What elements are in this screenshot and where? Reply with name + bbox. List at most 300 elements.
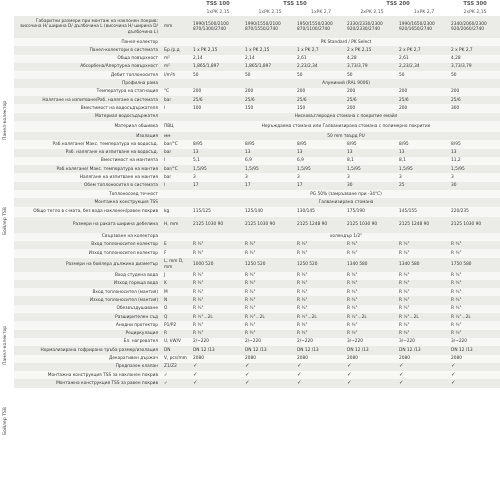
spec-label: Профилна рама (14, 79, 162, 87)
spec-unit: K (162, 280, 192, 288)
spec-unit (162, 233, 192, 241)
spec-value: R ¾" (450, 241, 500, 249)
spec-value: 13 (450, 149, 500, 157)
spec-value: 50 (296, 71, 346, 79)
spec-value-all-models: Неръждаема стомана или Галванизирана стомана с полимерно покритие (192, 121, 500, 132)
spec-value: R ¾" (244, 305, 296, 313)
spec-value: R ¾" (346, 305, 398, 313)
spec-row (0, 55, 500, 63)
spec-row (0, 241, 500, 249)
spec-value: 5,1 (192, 157, 244, 165)
spec-unit: l (162, 182, 192, 190)
spec-value: 145/155 (398, 207, 450, 217)
dimension-value: 1950/1550/2300 870/1100/2740 (296, 16, 346, 38)
spec-label: Налягане на изпитване/Раб. налягане в системата (14, 96, 162, 104)
model-name: TSS 200 (346, 0, 450, 9)
spec-value: R ¾" (192, 296, 244, 304)
spec-value: R ¾" (296, 321, 346, 329)
spec-value: R ¾" (244, 330, 296, 338)
spec-value: 2080 (244, 355, 296, 363)
spec-value: R ¾" (192, 321, 244, 329)
spec-value: 3 (296, 173, 346, 181)
spec-unit: Z1/Z2 (162, 363, 192, 371)
spec-label: Материал водосъдържател (14, 113, 162, 121)
check-icon: ✓ (296, 379, 346, 387)
spec-row (0, 165, 500, 173)
spec-value: 1340 580 (346, 258, 398, 272)
spec-value: 3 (346, 173, 398, 181)
spec-value: 2125 1030 90 (346, 217, 398, 233)
dimensions-row (0, 16, 500, 38)
spec-value: 1,5/95 (244, 165, 296, 173)
dimensions-label: Габаритни размери при монтаж на наклонен покрив: височина H/ ширина D/ дълбочина L (височина H/ ширина D/ дълбочина L) (14, 16, 162, 38)
check-icon: ✓ (192, 371, 244, 379)
spec-value: 1,5/95 (346, 165, 398, 173)
spec-label: Изход топлоносител колектор (14, 249, 162, 257)
spec-label: Нормализирана гофрирана тръба размер/изолация (14, 346, 162, 354)
check-icon: ✓ (192, 363, 244, 371)
spec-value: R ¾" (398, 272, 450, 280)
spec-value: 6,9 (244, 157, 296, 165)
spec-value: 2 x PK 2,15 (346, 46, 398, 54)
spec-value: 50 (192, 71, 244, 79)
spec-value: R ¾" (296, 280, 346, 288)
spec-value: 3 (192, 173, 244, 181)
spec-value: 200 (398, 104, 450, 112)
spec-value: 200 (244, 88, 296, 96)
spec-unit: ПВЦ (162, 121, 192, 132)
dimension-value: 1990/1550/2100 870/1550/2740 (244, 16, 296, 38)
spec-value: 2,23/2,34 (296, 63, 346, 71)
spec-unit: l/m²h (162, 71, 192, 79)
spec-value: R ¾" (398, 330, 450, 338)
spec-value: R ¾" (398, 321, 450, 329)
spec-value: 220/235 (450, 207, 500, 217)
spec-value: 30 (346, 182, 398, 190)
spec-value: R ¾" (192, 272, 244, 280)
spec-value: 115/125 (192, 207, 244, 217)
spec-unit: bar (162, 96, 192, 104)
spec-value: 1 x PK 2,15 (192, 46, 244, 54)
check-icon: ✓ (398, 379, 450, 387)
side-label-tank: Бойлер TSB (3, 207, 8, 235)
spec-value: R ¾" (296, 330, 346, 338)
spec-label: Раб.налягане/ Макс. температура на водосъд. (14, 140, 162, 148)
spec-label: Панел-колектор (14, 38, 162, 46)
spec-unit: l (162, 104, 192, 112)
dimension-value: 1990/1500/2100 870/1300/2740 (192, 16, 244, 38)
spec-label: Панел-колектори в системата (14, 46, 162, 54)
spec-value: 8,1 (346, 157, 398, 165)
spec-value: 130/145 (296, 207, 346, 217)
spec-value: 2/~220 (192, 338, 244, 346)
spec-row (0, 233, 500, 241)
spec-label: Раб. налягане на изпитване на водосъд. (14, 149, 162, 157)
spec-unit: R (162, 330, 192, 338)
check-icon: ✓ (398, 363, 450, 371)
spec-unit (162, 79, 192, 87)
spec-value: R ¾" (450, 249, 500, 257)
spec-value: 17 (192, 182, 244, 190)
spec-value: 1,5/95 (296, 165, 346, 173)
spec-label: Монтажна конструкция TSS (14, 198, 162, 206)
spec-row (0, 249, 500, 257)
spec-value: R ¾" (244, 296, 296, 304)
dimension-value: 2330/2330/2300 920/2330/2740 (346, 16, 398, 38)
spec-value: R ¾" (398, 280, 450, 288)
spec-value: 17 (244, 182, 296, 190)
spec-value: 13 (346, 149, 398, 157)
spec-value: 1750 580 (450, 258, 500, 272)
spec-label: Общо тегло в с-мата, без вода наклонен/равен покрив (14, 207, 162, 217)
spec-unit (162, 198, 192, 206)
spec-value: R ¾" (450, 321, 500, 329)
spec-value: 8/95 (296, 140, 346, 148)
spec-value: R ½"...2L (296, 313, 346, 321)
spec-value: 25/6 (296, 96, 346, 104)
spec-label: Обем топлоносител в системата (14, 182, 162, 190)
spec-value: 2/~220 (296, 338, 346, 346)
check-icon: ✓ (346, 371, 398, 379)
spec-value-all-models: Нисковъглеродна стомана с покритие емайл (192, 113, 500, 121)
spec-value: 200 (450, 88, 500, 96)
dimensions-unit: mm (162, 16, 192, 38)
spec-unit: N (162, 296, 192, 304)
spec-value: DN 12 /13 (244, 346, 296, 354)
check-icon: ✓ (244, 363, 296, 371)
spec-value: 3,73/3,79 (346, 63, 398, 71)
spec-row (0, 113, 500, 121)
spec-value: 13 (244, 149, 296, 157)
spec-value: 2,14 (192, 55, 244, 63)
spec-unit: P1/P2 (162, 321, 192, 329)
spec-value: 2080 (296, 355, 346, 363)
spec-row (0, 321, 500, 329)
spec-value: 25/6 (244, 96, 296, 104)
model-sub: 1xPK 2,15 (244, 9, 296, 16)
spec-label: Вместимост на водосъдържателя (14, 104, 162, 112)
model-sub: 2xPK 2,15 (450, 9, 500, 16)
spec-unit: V, pcs/mm (162, 355, 192, 363)
spec-value: 25/6 (346, 96, 398, 104)
check-icon: ✓ (450, 371, 500, 379)
spec-value: 300 (450, 104, 500, 112)
check-icon: ✓ (346, 379, 398, 387)
spec-value: 1,5/95 (192, 165, 244, 173)
spec-value-all-models: Галванизирана стомана (192, 198, 500, 206)
spec-row (0, 182, 500, 190)
spec-label: Вход топлоносител (мантия) (14, 288, 162, 296)
spec-value: 2080 (398, 355, 450, 363)
spec-row (0, 313, 500, 321)
spec-label: Вместимост на мантията (14, 157, 162, 165)
spec-label: Налягане на изпитване на мантия (14, 173, 162, 181)
spec-row (0, 140, 500, 148)
spec-value: 1250 520 (244, 258, 296, 272)
spec-unit: J (162, 272, 192, 280)
check-icon: ✓ (244, 371, 296, 379)
spec-value: R ¾" (244, 280, 296, 288)
spec-row (0, 296, 500, 304)
spec-unit: M (162, 288, 192, 296)
spec-value: R ¾" (398, 305, 450, 313)
spec-unit: bar/°C (162, 140, 192, 148)
spec-value: R ¾" (450, 296, 500, 304)
spec-unit: мм (162, 132, 192, 140)
spec-value: DN 12 /13 (450, 346, 500, 354)
spec-row (0, 363, 500, 371)
spec-label: Обезвъздушаване (14, 305, 162, 313)
spec-row (0, 371, 500, 379)
spec-label: Декоративен държач (14, 355, 162, 363)
spec-row (0, 305, 500, 313)
spec-value: R ¾" (192, 288, 244, 296)
spec-value: 200 (346, 104, 398, 112)
spec-value: 11,2 (450, 157, 500, 165)
spec-row (0, 157, 500, 165)
spec-value-all-models: холендър 1/2" (192, 233, 500, 241)
spec-value: 25 (398, 182, 450, 190)
spec-value: R ¾" (346, 321, 398, 329)
spec-value: R ¾" (398, 288, 450, 296)
spec-value: R ¾" (296, 305, 346, 313)
spec-value: 1340 580 (398, 258, 450, 272)
spec-value: 1000 520 (192, 258, 244, 272)
spec-row (0, 63, 500, 71)
spec-value: R ¾" (346, 296, 398, 304)
check-icon: ✓ (192, 379, 244, 387)
spec-row (0, 355, 500, 363)
spec-label: Ел. нагревател (14, 338, 162, 346)
spec-unit: bar (162, 173, 192, 181)
spec-value-all-models: Алуминий (RAL 9006) (192, 79, 500, 87)
spec-row (0, 330, 500, 338)
spec-row (0, 346, 500, 354)
spec-value: 200 (398, 88, 450, 96)
spec-value: 2,61 (296, 55, 346, 63)
spec-value: 8/95 (450, 140, 500, 148)
side-label-tank-2: Бойлер TSB (3, 407, 8, 435)
spec-unit: Бр./р.д (162, 46, 192, 54)
check-icon: ✓ (450, 379, 500, 387)
spec-value: R ¾" (450, 280, 500, 288)
spec-value: 13 (296, 149, 346, 157)
spec-value: R ¾" (398, 249, 450, 257)
spec-label: Разширителен съд (14, 313, 162, 321)
spec-row (0, 280, 500, 288)
check-icon: ✓ (296, 371, 346, 379)
spec-unit: ✓ (162, 371, 192, 379)
spec-row (0, 338, 500, 346)
spec-unit: bar (162, 149, 192, 157)
spec-unit (162, 113, 192, 121)
spec-value: DN 12 /13 (296, 346, 346, 354)
spec-value: R ½"...2L (450, 313, 500, 321)
spec-value: 6,9 (296, 157, 346, 165)
spec-label: Размери на раката ширина дебелина (14, 217, 162, 233)
spec-value: R ¾" (346, 241, 398, 249)
spec-value: 30 (450, 182, 500, 190)
spec-value: R ¾" (192, 249, 244, 257)
spec-label: Топлоносоед течност (14, 190, 162, 198)
spec-unit: °C (162, 88, 192, 96)
side-label-collector: Панел-колектор (3, 100, 8, 140)
spec-value: R ¾" (244, 288, 296, 296)
check-icon: ✓ (398, 371, 450, 379)
spec-value: R ¾" (450, 330, 500, 338)
spec-value: 3,73/3,79 (450, 63, 500, 71)
spec-value: 50 (398, 71, 450, 79)
spec-label: Вход топлоносител колектор (14, 241, 162, 249)
model-sub-row (0, 9, 500, 16)
dimension-value: 1990/1650/2300 920/1650/2740 (398, 16, 450, 38)
spec-row (0, 173, 500, 181)
spec-row (0, 46, 500, 54)
spec-value: 1,5/95 (398, 165, 450, 173)
spec-value-all-models: PG 50% (замръзване при -34°C) (192, 190, 500, 198)
model-sub: 1xPK 2,7 (296, 9, 346, 16)
spec-value: 1 x PK 2,7 (296, 46, 346, 54)
spec-value: R ½"...2L (398, 313, 450, 321)
spec-value: 2125 1030 90 (244, 217, 296, 233)
spec-label: Дебит топлоносител (14, 71, 162, 79)
spec-value: 8,1 (398, 157, 450, 165)
spec-value: 8/95 (192, 140, 244, 148)
spec-value: R ¾" (244, 249, 296, 257)
spec-value: R ¾" (296, 241, 346, 249)
spec-unit: F (162, 249, 192, 257)
spec-unit: L, mm D, mm (162, 258, 192, 272)
spec-label: Материал обшивка (14, 121, 162, 132)
spec-row (0, 132, 500, 140)
spec-value: 3/~220 (450, 338, 500, 346)
spec-value: 2,23/2,34 (398, 63, 450, 71)
spec-value: 175/190 (346, 207, 398, 217)
spec-value: R ¾" (398, 296, 450, 304)
spec-value: 1,865/1,897 (192, 63, 244, 71)
spec-value: 125/140 (244, 207, 296, 217)
check-icon: ✓ (244, 379, 296, 387)
spec-unit (162, 38, 192, 46)
spec-value: R ¾" (244, 272, 296, 280)
spec-value: 2 x PK 2,7 (450, 46, 500, 54)
model-sub: 1xPK 2,15 (192, 9, 244, 16)
spec-value: R ¾" (192, 330, 244, 338)
spec-label: Изолация (14, 132, 162, 140)
spec-value-all-models: 50 mm твърд PU (192, 132, 500, 140)
spec-value: 200 (192, 88, 244, 96)
spec-label: Температура на стагнация (14, 88, 162, 96)
spec-value: R ½"...2L (346, 313, 398, 321)
model-name: TSS 100 (192, 0, 244, 9)
spec-value: 2080 (450, 355, 500, 363)
spec-value: R ¾" (192, 305, 244, 313)
spec-unit (162, 190, 192, 198)
spec-value: R ¾" (244, 321, 296, 329)
spec-label: Предпазен клапан (14, 363, 162, 371)
spec-row (0, 198, 500, 206)
spec-unit: DN (162, 346, 192, 354)
spec-value: 3/~220 (398, 338, 450, 346)
model-sub: 2xPK 2,15 (346, 9, 398, 16)
spec-value: 50 (346, 71, 398, 79)
spec-label: Изход гореща вода (14, 280, 162, 288)
spec-value: 25/6 (192, 96, 244, 104)
spec-value: 2080 (346, 355, 398, 363)
spec-unit: Q (162, 313, 192, 321)
spec-value: 17 (296, 182, 346, 190)
spec-unit: U, kW/V (162, 338, 192, 346)
spec-value: 4,28 (346, 55, 398, 63)
spec-value: 50 (450, 71, 500, 79)
spec-label: Рециркулация (14, 330, 162, 338)
check-icon: ✓ (296, 363, 346, 371)
spec-value: 2125 1248 90 (296, 217, 346, 233)
spec-row (0, 71, 500, 79)
spec-value: 2125 1248 90 (398, 217, 450, 233)
spec-value: 25/6 (398, 96, 450, 104)
spec-value: 150 (296, 104, 346, 112)
spec-value: R ½"...2L (192, 313, 244, 321)
spec-value: 3/~220 (346, 338, 398, 346)
spec-value: R ½"...2L (244, 313, 296, 321)
spec-value: 2 x PK 2,7 (398, 46, 450, 54)
spec-value: 13 (398, 149, 450, 157)
spec-value: R ¾" (398, 241, 450, 249)
spec-unit: l (162, 157, 192, 165)
spec-row (0, 190, 500, 198)
model-sub: 1xPK 2,7 (398, 9, 450, 16)
spec-label: Обща повърхност (14, 55, 162, 63)
spec-value: 200 (346, 88, 398, 96)
spec-unit: E (162, 241, 192, 249)
spec-value: R ¾" (346, 280, 398, 288)
spec-value: R ¾" (346, 249, 398, 257)
spec-value: 1,5/95 (450, 165, 500, 173)
spec-row (0, 272, 500, 280)
spec-value: R ¾" (346, 288, 398, 296)
spec-row (0, 104, 500, 112)
model-name: TSS 150 (244, 0, 346, 9)
spec-value: R ¾" (192, 280, 244, 288)
spec-value: 150 (244, 104, 296, 112)
spec-value: DN 12 /13 (346, 346, 398, 354)
spec-value: 3 (244, 173, 296, 181)
spec-row (0, 207, 500, 217)
spec-value: R ¾" (244, 241, 296, 249)
spec-value: DN 12 /13 (192, 346, 244, 354)
spec-row (0, 258, 500, 272)
spec-value: 1,865/1,897 (244, 63, 296, 71)
spec-value: 1250 520 (296, 258, 346, 272)
spec-value: 1 x PK 2,15 (244, 46, 296, 54)
model-name: TSS 300 (450, 0, 500, 9)
spec-value: 8/95 (398, 140, 450, 148)
spec-value: 2080 (192, 355, 244, 363)
spec-row (0, 121, 500, 132)
spec-value: R ¾" (346, 272, 398, 280)
spec-value: 2/~220 (244, 338, 296, 346)
spec-row (0, 96, 500, 104)
spec-value: 8/95 (346, 140, 398, 148)
spec-row (0, 79, 500, 87)
spec-value: R ¾" (192, 241, 244, 249)
check-icon: ✓ (346, 363, 398, 371)
spec-value: R ¾" (346, 330, 398, 338)
spec-label: Анодни протектор (14, 321, 162, 329)
spec-label: Вход студена вода (14, 272, 162, 280)
spec-unit: O (162, 305, 192, 313)
